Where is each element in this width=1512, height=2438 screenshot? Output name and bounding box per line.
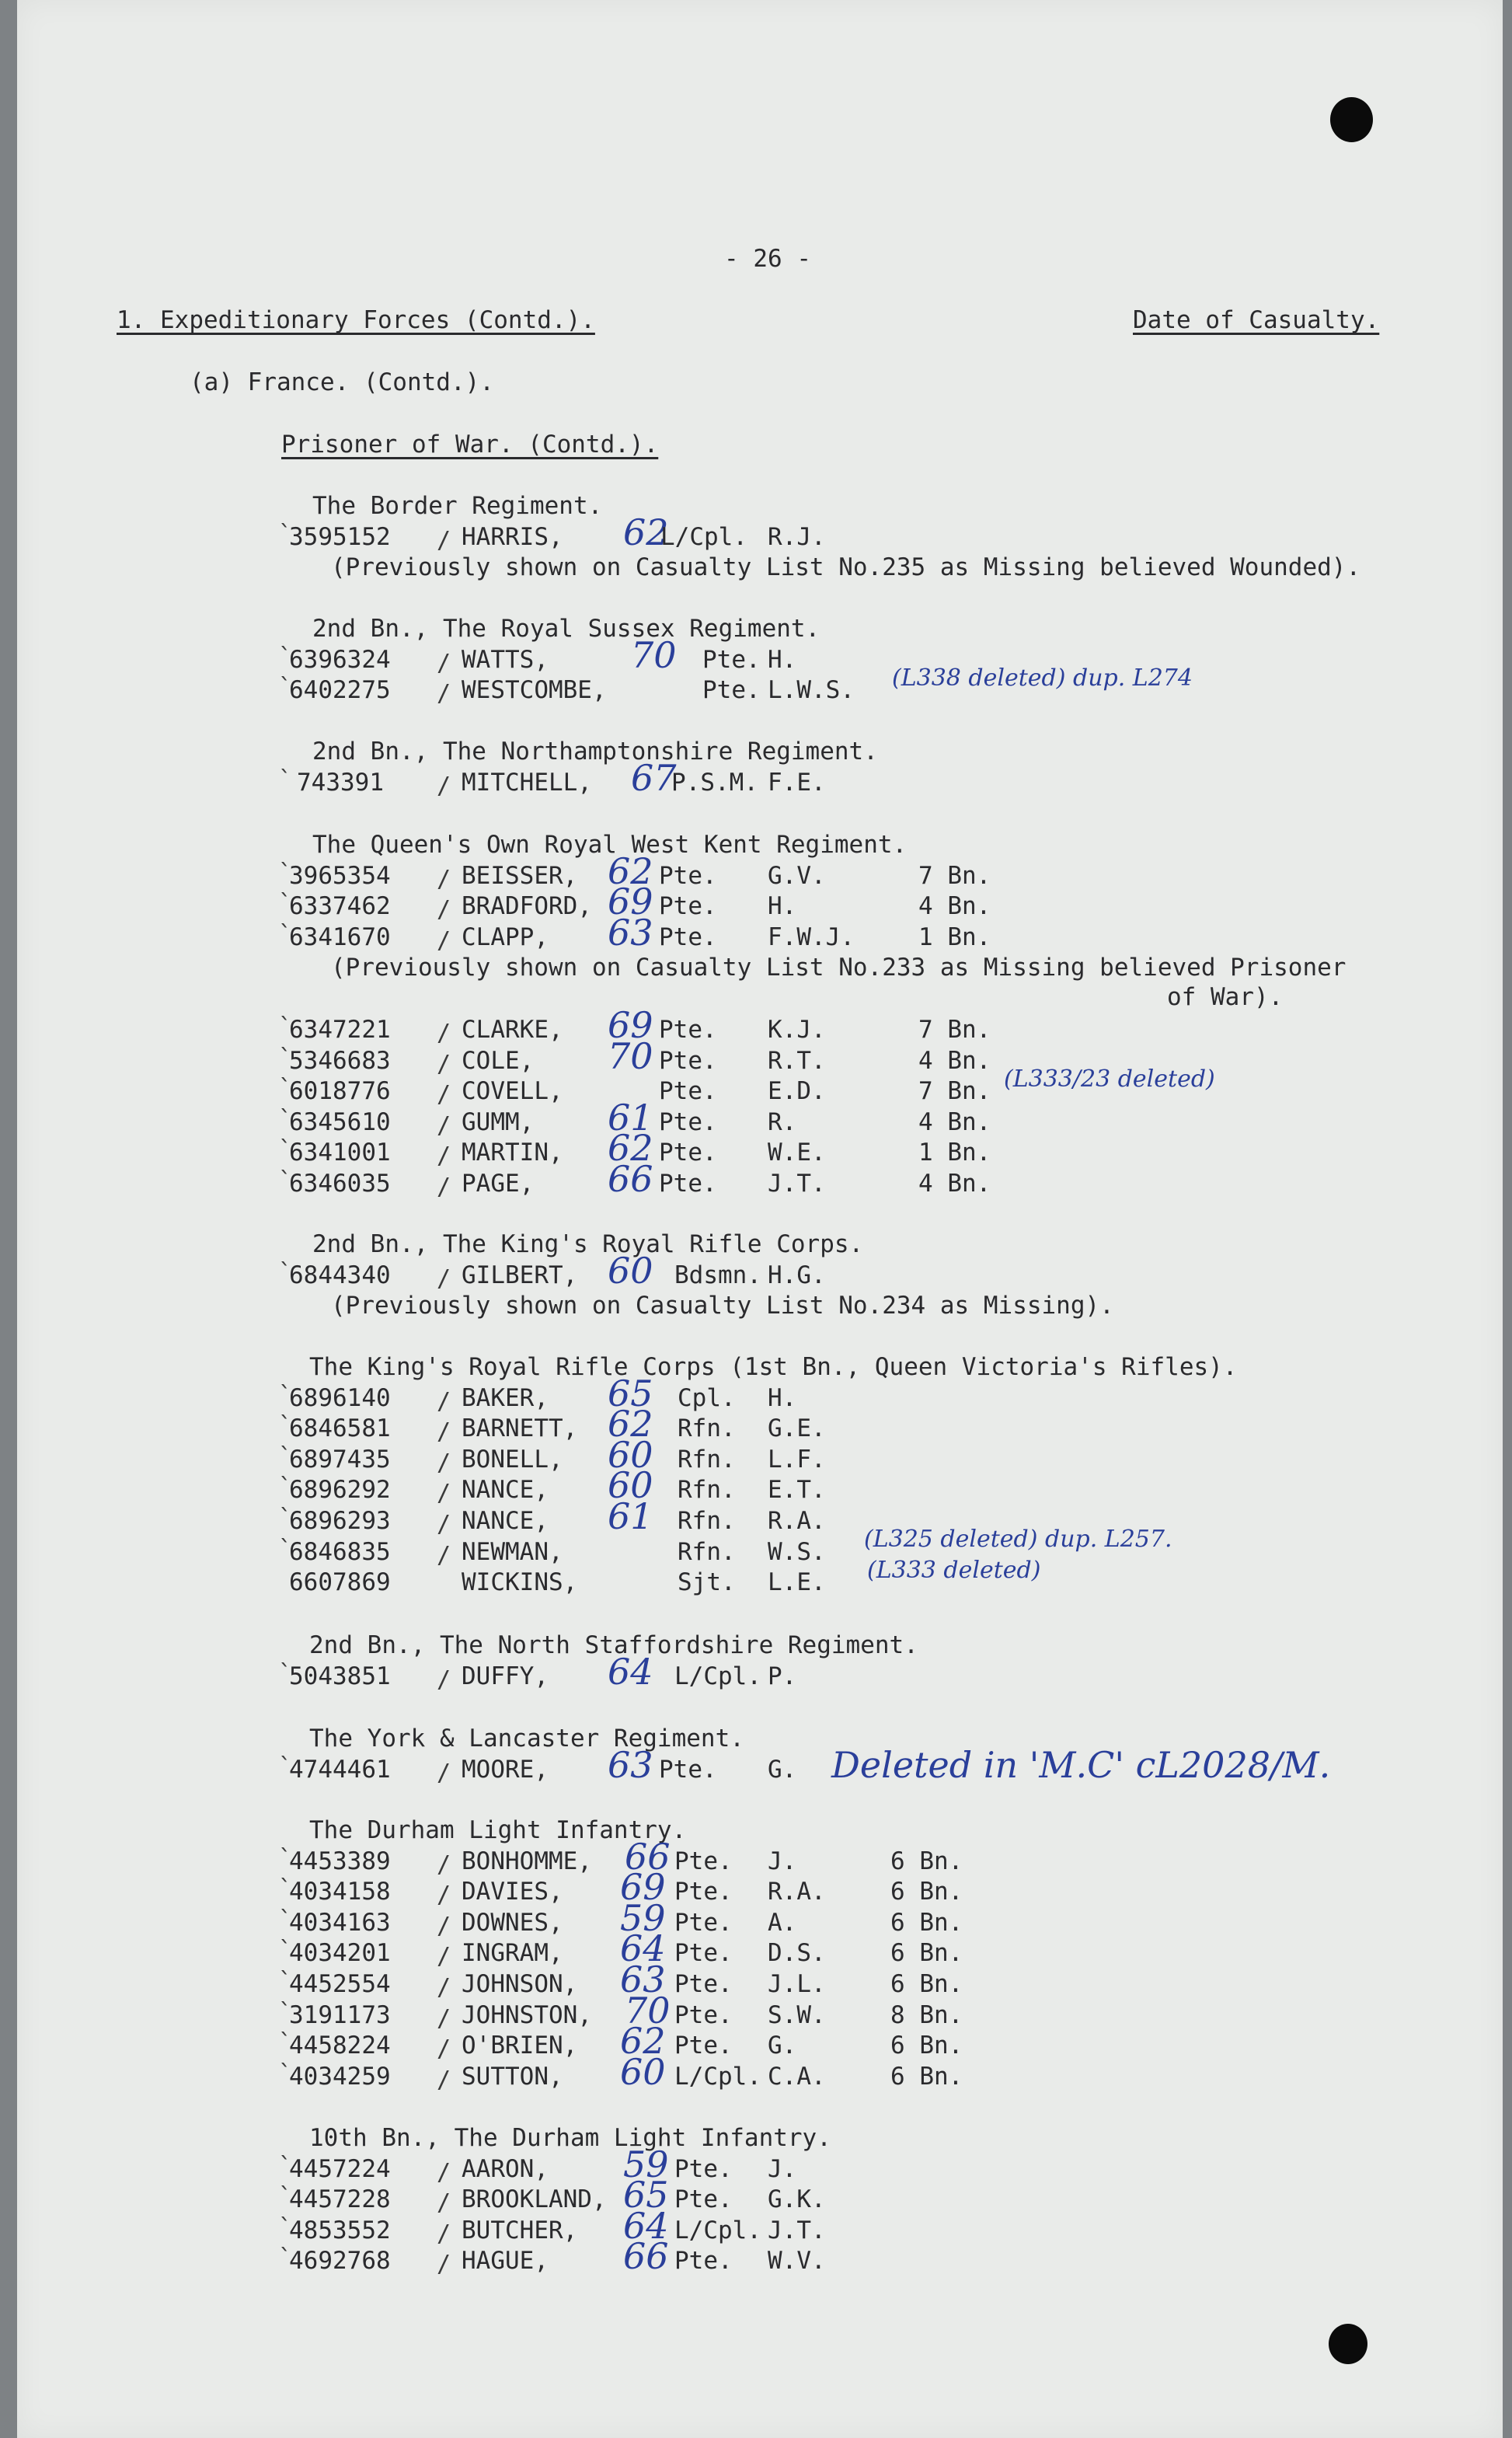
battalion: 6 Bn. (890, 1847, 963, 1875)
tick-mark: / (437, 1974, 451, 2001)
tick-mark: / (437, 1665, 451, 1693)
rank: L/Cpl. (674, 1662, 761, 1690)
battalion: 6 Bn. (890, 1939, 963, 1968)
initials: R.A. (768, 1507, 826, 1535)
tick-mark: / (437, 1449, 451, 1477)
document-page (17, 0, 1503, 2438)
rank: L/Cpl. (674, 2216, 761, 2244)
category-heading: Prisoner of War. (Contd.). (281, 431, 659, 459)
regiment-heading: 2nd Bn., The King's Royal Rifle Corps. (312, 1230, 864, 1258)
service-number: 4034259 (289, 2062, 391, 2091)
tick-mark: / (437, 1418, 451, 1446)
battalion: 6 Bn. (890, 2062, 963, 2091)
tick-mark: ` (278, 1258, 293, 1286)
rank: Pte. (659, 1170, 717, 1198)
tick-mark: ` (278, 1968, 293, 1995)
surname: JOHNSON, (462, 1970, 578, 1998)
rank: L/Cpl. (660, 522, 747, 551)
handwritten-age: 63 (608, 911, 653, 954)
battalion: 4 Bn. (918, 892, 991, 921)
initials: G.E. (768, 1414, 826, 1443)
service-number: 6346035 (289, 1170, 391, 1198)
initials: G. (768, 2032, 797, 2060)
tick-mark: / (437, 2066, 451, 2094)
initials: F.W.J. (768, 923, 855, 951)
rank: Sjt. (678, 1568, 736, 1597)
initials: C.A. (768, 2062, 826, 2091)
handwritten-age: 70 (631, 633, 677, 676)
initials: R.T. (768, 1046, 826, 1075)
rank: Pte. (674, 2154, 733, 2183)
tick-mark: ` (278, 1659, 293, 1687)
regiment-heading: The York & Lancaster Regiment. (309, 1725, 744, 1753)
regiment-heading: 10th Bn., The Durham Light Infantry. (309, 2124, 831, 2152)
surname: BROOKLAND, (462, 2185, 607, 2214)
rank: Pte. (659, 1107, 717, 1136)
tick-mark: ` (278, 1412, 293, 1440)
rank: Pte. (659, 1077, 717, 1106)
handwritten-age: 67 (631, 756, 677, 799)
rank: Cpl. (678, 1383, 736, 1412)
battalion: 4 Bn. (918, 1107, 991, 1136)
tick-mark: ` (278, 920, 293, 948)
tick-mark: / (437, 526, 451, 554)
tick-mark: / (437, 2251, 451, 2279)
surname: WATTS, (462, 645, 549, 674)
rank: Pte. (674, 2247, 733, 2276)
handwritten-age: 65 (623, 2174, 669, 2217)
tick-mark: ` (278, 1998, 293, 2026)
initials: D.S. (768, 1939, 826, 1968)
initials: E.D. (768, 1077, 826, 1106)
service-number: 6396324 (289, 645, 391, 674)
punch-hole-bottom (1329, 2324, 1367, 2364)
service-number: 6347221 (289, 1016, 391, 1044)
initials: W.S. (768, 1537, 826, 1566)
rank: Pte. (659, 861, 717, 890)
tick-mark: ` (278, 1753, 293, 1781)
tick-mark: / (437, 1943, 451, 1971)
initials: G.K. (768, 2185, 826, 2214)
surname: COLE, (462, 1046, 535, 1075)
tick-mark: ` (278, 1442, 293, 1470)
rank: Pte. (674, 2032, 733, 2060)
surname: PAGE, (462, 1170, 535, 1198)
tick-mark: / (437, 1174, 451, 1201)
tick-mark: / (437, 1850, 451, 1878)
battalion: 6 Bn. (890, 1970, 963, 1998)
tick-mark: / (437, 2220, 451, 2248)
regiment-heading: The Durham Light Infantry. (309, 1816, 687, 1844)
battalion: 8 Bn. (890, 2000, 963, 2029)
initials: R. (768, 1107, 797, 1136)
tick-mark: ` (278, 2060, 293, 2087)
tick-mark: ` (278, 1937, 293, 1965)
initials: J.T. (768, 1170, 826, 1198)
handwritten-age: 60 (608, 1249, 653, 1292)
service-number: 4034163 (289, 1908, 391, 1937)
handwritten-annotation: Deleted in 'M.C' cL2028/M. (831, 1744, 1331, 1786)
handwritten-age: 70 (625, 1989, 671, 2032)
initials: R.J. (768, 522, 826, 551)
rank: Pte. (702, 645, 761, 674)
tick-mark: / (437, 896, 451, 924)
tick-mark: ` (278, 674, 293, 702)
initials: W.V. (768, 2247, 826, 2276)
surname: BARNETT, (462, 1414, 578, 1443)
handwritten-annotation: (L325 deleted) dup. L257. (864, 1526, 1172, 1553)
tick-mark: ` (278, 2213, 293, 2241)
service-number: 5043851 (289, 1662, 391, 1690)
tick-mark: / (437, 2035, 451, 2063)
subsection-heading: (a) France. (Contd.). (190, 368, 494, 396)
handwritten-age: 62 (608, 1127, 653, 1170)
service-number: 6846581 (289, 1414, 391, 1443)
handwritten-age: 69 (608, 1004, 653, 1046)
service-number: 743391 (297, 768, 384, 797)
service-number: 6607869 (289, 1568, 391, 1597)
handwritten-age: 61 (608, 1096, 653, 1139)
rank: Rfn. (678, 1414, 736, 1443)
rank: L/Cpl. (674, 2062, 761, 2091)
tick-mark: ` (278, 1044, 293, 1072)
surname: DOWNES, (462, 1908, 563, 1937)
previous-list-note: (Previously shown on Casualty List No.233 as Missing believed Prisoner (331, 954, 1347, 982)
surname: BAKER, (462, 1383, 549, 1412)
initials: K.J. (768, 1016, 826, 1044)
tick-mark: / (437, 1111, 451, 1139)
service-number: 6844340 (289, 1261, 391, 1289)
initials: E.T. (768, 1476, 826, 1505)
rank: Pte. (674, 1878, 733, 1906)
handwritten-age: 62 (623, 511, 669, 553)
surname: AARON, (462, 2154, 549, 2183)
tick-mark: / (437, 2004, 451, 2032)
service-number: 4458224 (289, 2032, 391, 2060)
handwritten-age: 60 (608, 1433, 653, 1476)
surname: COVELL, (462, 1077, 563, 1106)
handwritten-annotation: (L333 deleted) (867, 1557, 1041, 1584)
handwritten-age: 70 (608, 1034, 653, 1077)
tick-mark: / (437, 649, 451, 677)
handwritten-age: 62 (608, 1403, 653, 1446)
tick-mark: ` (278, 859, 293, 887)
surname: CLARKE, (462, 1016, 563, 1044)
initials: P. (768, 1662, 797, 1690)
service-number: 4452554 (289, 1970, 391, 1998)
rank: Pte. (659, 923, 717, 951)
tick-mark: / (437, 926, 451, 954)
surname: INGRAM, (462, 1939, 563, 1968)
initials: J. (768, 1847, 797, 1875)
service-number: 4453389 (289, 1847, 391, 1875)
tick-mark: / (437, 2158, 451, 2186)
surname: HARRIS, (462, 522, 563, 551)
rank: P.S.M. (671, 768, 758, 797)
initials: H. (768, 1383, 797, 1412)
service-number: 6402275 (289, 676, 391, 705)
surname: BUTCHER, (462, 2216, 578, 2244)
surname: JOHNSTON, (462, 2000, 592, 2029)
service-number: 6896293 (289, 1507, 391, 1535)
handwritten-age: 63 (608, 1743, 653, 1786)
initials: H. (768, 645, 797, 674)
service-number: 4034158 (289, 1878, 391, 1906)
service-number: 6341670 (289, 923, 391, 951)
regiment-heading: 2nd Bn., The Royal Sussex Regiment. (312, 615, 820, 643)
battalion: 1 Bn. (918, 1139, 991, 1167)
tick-mark: / (437, 1912, 451, 1940)
handwritten-age: 69 (608, 881, 653, 923)
previous-list-note: (Previously shown on Casualty List No.235 as Missing believed Wounded). (331, 553, 1361, 582)
handwritten-age: 64 (608, 1650, 653, 1693)
tick-mark: / (437, 1541, 451, 1569)
regiment-heading: The King's Royal Rifle Corps (1st Bn., Queen Victoria's Rifles). (309, 1353, 1238, 1381)
battalion: 4 Bn. (918, 1046, 991, 1075)
service-number: 6897435 (289, 1445, 391, 1474)
tick-mark: ` (278, 2244, 293, 2272)
surname: NANCE, (462, 1476, 549, 1505)
battalion: 7 Bn. (918, 1077, 991, 1106)
initials: J. (768, 2154, 797, 2183)
initials: G.V. (768, 861, 826, 890)
handwritten-age: 65 (608, 1372, 653, 1414)
surname: BONHOMME, (462, 1847, 592, 1875)
tick-mark: ` (278, 890, 293, 918)
tick-mark: ` (278, 1381, 293, 1409)
initials: R.A. (768, 1878, 826, 1906)
tick-mark: / (437, 1020, 451, 1047)
battalion: 6 Bn. (890, 2032, 963, 2060)
previous-list-note: (Previously shown on Casualty List No.234 as Missing). (331, 1292, 1114, 1320)
surname: MITCHELL, (462, 768, 592, 797)
tick-mark: ` (278, 766, 293, 793)
initials: G. (768, 1755, 797, 1784)
service-number: 4457224 (289, 2154, 391, 2183)
tick-mark: ` (278, 1844, 293, 1872)
handwritten-age: 59 (623, 2143, 669, 2185)
surname: O'BRIEN, (462, 2032, 578, 2060)
initials: W.E. (768, 1139, 826, 1167)
surname: SUTTON, (462, 2062, 563, 2091)
surname: MARTIN, (462, 1139, 563, 1167)
regiment-heading: The Queen's Own Royal West Kent Regiment. (312, 831, 908, 859)
rank: Pte. (674, 1908, 733, 1937)
rank: Pte. (659, 892, 717, 921)
battalion: 7 Bn. (918, 861, 991, 890)
surname: HAGUE, (462, 2247, 549, 2276)
service-number: 6341001 (289, 1139, 391, 1167)
rank: Rfn. (678, 1537, 736, 1566)
rank: Pte. (659, 1016, 717, 1044)
initials: A. (768, 1908, 797, 1937)
initials: S.W. (768, 2000, 826, 2029)
service-number: 4457228 (289, 2185, 391, 2214)
tick-mark: / (437, 1882, 451, 1910)
surname: MOORE, (462, 1755, 549, 1784)
surname: NEWMAN, (462, 1537, 563, 1566)
rank: Rfn. (678, 1507, 736, 1535)
tick-mark: ` (278, 1013, 293, 1041)
regiment-heading: 2nd Bn., The North Staffordshire Regiment. (309, 1631, 918, 1659)
initials: J.L. (768, 1970, 826, 1998)
handwritten-age: 62 (620, 2020, 666, 2063)
rank: Rfn. (678, 1445, 736, 1474)
rank: Pte. (674, 1939, 733, 1968)
tick-mark: / (437, 772, 451, 800)
punch-hole-top (1330, 97, 1373, 142)
tick-mark: / (437, 1050, 451, 1078)
tick-mark: / (437, 680, 451, 708)
surname: BONELL, (462, 1445, 563, 1474)
tick-mark: ` (278, 2152, 293, 2180)
handwritten-age: 62 (608, 849, 653, 892)
date-of-casualty-heading: Date of Casualty. (1133, 306, 1380, 334)
rank: Bdsmn. (674, 1261, 761, 1289)
page-number: - 26 - (724, 245, 811, 273)
rank: Pte. (674, 2185, 733, 2214)
initials: H.G. (768, 1261, 826, 1289)
handwritten-age: 59 (620, 1896, 666, 1939)
service-number: 6337462 (289, 892, 391, 921)
rank: Pte. (702, 676, 761, 705)
handwritten-annotation: (L333/23 deleted) (1004, 1066, 1215, 1093)
handwritten-age: 64 (623, 2204, 669, 2247)
tick-mark: ` (278, 1167, 293, 1195)
handwritten-age: 69 (620, 1866, 666, 1909)
tick-mark: / (437, 1387, 451, 1415)
handwritten-age: 66 (608, 1158, 653, 1200)
battalion: 6 Bn. (890, 1908, 963, 1937)
initials: J.T. (768, 2216, 826, 2244)
battalion: 6 Bn. (890, 1878, 963, 1906)
tick-mark: / (437, 1759, 451, 1787)
regiment-heading: 2nd Bn., The Northamptonshire Regiment. (312, 738, 878, 766)
tick-mark: ` (278, 2029, 293, 2057)
tick-mark: ` (278, 1906, 293, 1934)
service-number: 6896292 (289, 1476, 391, 1505)
handwritten-age: 64 (620, 1927, 666, 1970)
tick-mark: ` (278, 2183, 293, 2211)
surname: BEISSER, (462, 861, 578, 890)
tick-mark: ` (278, 643, 293, 671)
rank: Pte. (674, 1970, 733, 1998)
service-number: 3965354 (289, 861, 391, 890)
tick-mark: ` (278, 520, 293, 548)
initials: L.W.S. (768, 676, 855, 705)
tick-mark: / (437, 1480, 451, 1508)
service-number: 3191173 (289, 2000, 391, 2029)
handwritten-age: 61 (608, 1495, 653, 1537)
rank: Pte. (659, 1755, 717, 1784)
tick-mark: ` (278, 1075, 293, 1103)
tick-mark: / (437, 1511, 451, 1538)
previous-list-note-cont: of War). (1167, 983, 1284, 1011)
surname: GUMM, (462, 1107, 535, 1136)
surname: WICKINS, (462, 1568, 578, 1597)
tick-mark: / (437, 865, 451, 893)
service-number: 6896140 (289, 1383, 391, 1412)
handwritten-age: 60 (608, 1464, 653, 1507)
rank: Pte. (674, 1847, 733, 1875)
handwritten-age: 63 (620, 1958, 666, 2000)
regiment-heading: The Border Regiment. (312, 492, 603, 520)
tick-mark: ` (278, 1136, 293, 1164)
handwritten-age: 66 (623, 2235, 669, 2278)
surname: BRADFORD, (462, 892, 592, 921)
service-number: 6018776 (289, 1077, 391, 1106)
service-number: 5346683 (289, 1046, 391, 1075)
battalion: 7 Bn. (918, 1016, 991, 1044)
service-number: 4034201 (289, 1939, 391, 1968)
tick-mark: / (437, 1264, 451, 1292)
battalion: 1 Bn. (918, 923, 991, 951)
initials: L.F. (768, 1445, 826, 1474)
handwritten-annotation: (L338 deleted) dup. L274 (892, 664, 1193, 692)
rank: Pte. (659, 1046, 717, 1075)
surname: WESTCOMBE, (462, 676, 607, 705)
surname: GILBERT, (462, 1261, 578, 1289)
handwritten-age: 60 (620, 2050, 666, 2093)
tick-mark: / (437, 1142, 451, 1170)
tick-mark: ` (278, 1535, 293, 1563)
service-number: 4744461 (289, 1755, 391, 1784)
initials: H. (768, 892, 797, 921)
battalion: 4 Bn. (918, 1170, 991, 1198)
tick-mark: ` (278, 1875, 293, 1903)
tick-mark: ` (278, 1474, 293, 1502)
rank: Rfn. (678, 1476, 736, 1505)
service-number: 6846835 (289, 1537, 391, 1566)
rank: Pte. (674, 2000, 733, 2029)
service-number: 4692768 (289, 2247, 391, 2276)
tick-mark: ` (278, 1505, 293, 1532)
service-number: 6345610 (289, 1107, 391, 1136)
rank: Pte. (659, 1139, 717, 1167)
initials: L.E. (768, 1568, 826, 1597)
surname: NANCE, (462, 1507, 549, 1535)
tick-mark: ` (278, 1105, 293, 1133)
service-number: 3595152 (289, 522, 391, 551)
surname: DUFFY, (462, 1662, 549, 1690)
handwritten-age: 66 (625, 1835, 671, 1878)
tick-mark: / (437, 2189, 451, 2217)
surname: DAVIES, (462, 1878, 563, 1906)
service-number: 4853552 (289, 2216, 391, 2244)
section-heading: 1. Expeditionary Forces (Contd.). (117, 306, 595, 334)
initials: F.E. (768, 768, 826, 797)
tick-mark: / (437, 1081, 451, 1109)
surname: CLAPP, (462, 923, 549, 951)
